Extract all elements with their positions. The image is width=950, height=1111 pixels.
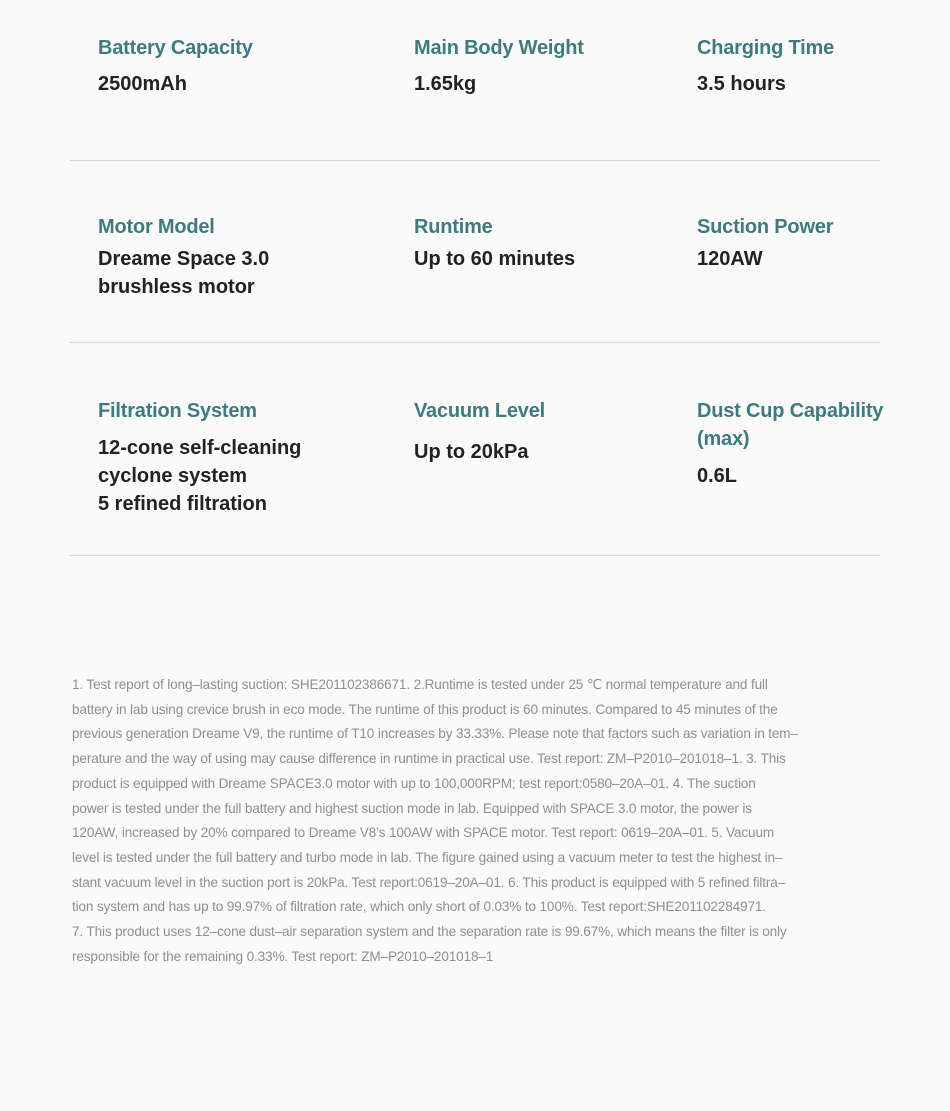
spec-value: 120AW (697, 248, 763, 270)
spec-value: 1.65kg (414, 73, 477, 95)
spec-vacuum-level (414, 397, 545, 466)
spec-value: 3.5 hours (697, 73, 786, 95)
footnote-text (72, 673, 884, 969)
footnote-line: product is equipped with Dreame SPACE3.0 motor with up to 100,000RPM; test report:0580–20A–01. 4. The suction (72, 775, 756, 791)
footnote-line: stant vacuum level in the suction port is 20kPa. Test report:0619–20A–01. 6. This product is equipped with 5 refined filtra– (72, 874, 786, 890)
row-divider (70, 342, 880, 343)
spec-label: Main Body Weight (414, 37, 584, 59)
spec-label: Vacuum Level (414, 400, 545, 422)
footnote-line: battery in lab using crevice brush in eco mode. The runtime of this product is 60 minutes. Compared to 45 minutes of the (72, 701, 778, 717)
spec-main-body-weight (414, 34, 584, 98)
spec-label: Filtration System (98, 400, 257, 422)
spec-filtration-system (98, 397, 301, 518)
spec-label: Charging Time (697, 37, 835, 59)
row-divider (70, 160, 880, 161)
spec-label: Battery Capacity (98, 37, 253, 59)
spec-value: Up to 20kPa (414, 441, 529, 463)
spec-value: Up to 60 minutes (414, 248, 576, 270)
spec-charging-time (697, 34, 834, 98)
footnote-line: previous generation Dreame V9, the runtime of T10 increases by 33.33%. Please note that factors such as variation in tem– (72, 726, 798, 742)
footnote-line: responsible for the remaining 0.33%. Test report: ZM–P2010–201018–1 (72, 948, 494, 964)
spec-value: Dreame Space 3.0 brushless motor (98, 248, 270, 298)
spec-value: 12-cone self-cleaning cyclone system 5 refined filtration (98, 437, 302, 515)
spec-value: 0.6L (697, 465, 738, 487)
spec-value: 2500mAh (98, 73, 187, 95)
footnote-line: level is tested under the full battery and turbo mode in lab. The figure gained using a vacuum meter to test the highest in– (72, 849, 783, 865)
spec-label: Dust Cup Capability (max) (697, 400, 884, 450)
spec-runtime (414, 213, 575, 273)
spec-motor-model (98, 213, 269, 301)
footnote-line: power is tested under the full battery and highest suction mode in lab. Equipped with SPACE 3.0 motor, the power is (72, 800, 752, 816)
spec-label: Suction Power (697, 216, 834, 238)
row-divider (70, 555, 880, 556)
footnote-line: 1. Test report of long–lasting suction: SHE201102386671. 2.Runtime is tested under 25 ℃ normal temperature and full (72, 677, 768, 692)
footnote-line: 120AW, increased by 20% compared to Dreame V8’s 100AW with SPACE motor. Test report: 0619–20A–01. 5. Vacuum (72, 825, 775, 841)
spec-battery-capacity (98, 34, 253, 98)
footnote-line: perature and the way of using may cause difference in runtime in practical use. Test report: ZM–P2010–201018–1. 3. This (72, 751, 786, 767)
spec-suction-power (697, 213, 833, 273)
spec-dust-cup-capability (697, 397, 883, 490)
footnote-line: 7. This product uses 12–cone dust–air separation system and the separation rate is 99.67%, which means the filter is only (72, 924, 787, 940)
spec-label: Motor Model (98, 216, 215, 238)
spec-label: Runtime (414, 216, 493, 238)
footnote-line: tion system and has up to 99.97% of filtration rate, which only short of 0.03% to 100%. Test report:SHE201102284971. (72, 899, 766, 915)
